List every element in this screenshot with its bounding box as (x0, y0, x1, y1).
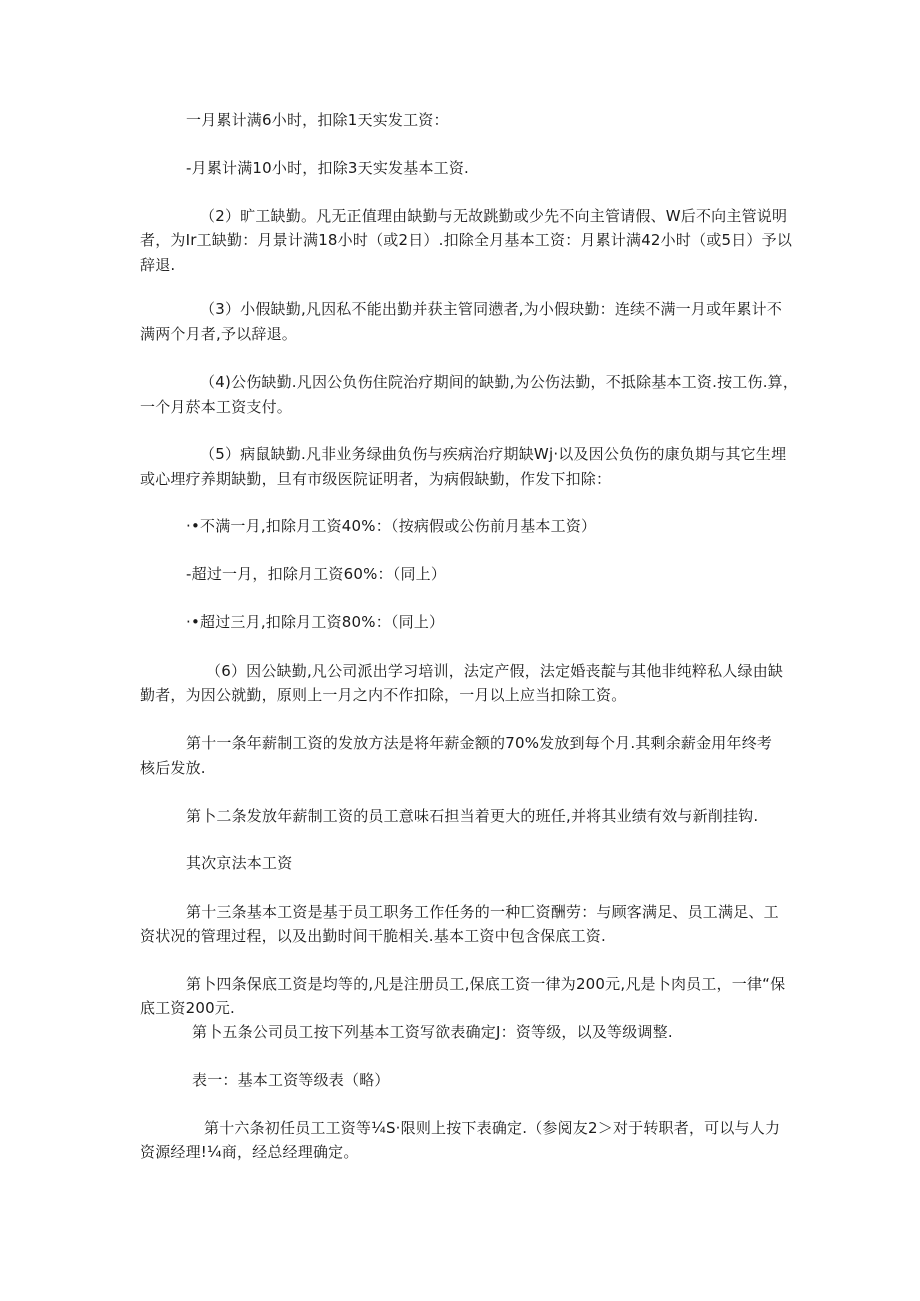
text-line: 或心埋疗养期缺勤，旦有市级医院证明者，为病假缺勤，作发下扣除： (140, 470, 612, 488)
section-heading: 其次京法本工资 (186, 854, 293, 872)
text-line: 者，为Ir工缺勤：月景计满18小时（或2日）.扣除全月基本工资：月累计满42小时（或5日）予以 (140, 231, 793, 249)
text-line: 底工资200元. (140, 999, 235, 1017)
text-line: 一个月菸本工资支付。 (140, 398, 293, 416)
text-line: 第十六条初任员工工资等¼S·限则上按下表确定.（参阅友2＞对于转职者，可以与人力 (204, 1119, 781, 1137)
text-line: 第十三条基本工资是基于员工职务工作任务的一种匸资酬劳：与顾客满足、员工满足、工 (186, 903, 779, 921)
text-line: 第十一条年薪制工资的发放方法是将年薪金额的70%发放到每个月.其剩余薪金用年终考 (186, 734, 773, 752)
text-line: 辞退. (140, 256, 176, 274)
text-line: （3）小假缺勤,凡因私不能出勤并获主管同懑者,为小假玦勤：连续不满一月或年累计不 (200, 300, 783, 318)
text-line: 第卜五条公司员工按下列基本工资写欲表确定J：资等级，以及等级调整. (192, 1023, 673, 1041)
text-line: 勤者，为因公就勤，原则上一月之内不作扣除，一月以上应当扣除工资。 (140, 686, 627, 704)
text-line: 资源经理!¼商，经总经理确定。 (140, 1143, 359, 1161)
text-line: -月累计满10小时，扣除3天实发基本工资. (186, 159, 470, 177)
text-line: 资状况的管理过程，以及出勤时间干脆相关.基本工资中包含保底工资. (140, 927, 606, 945)
list-item: -超过一月，扣除月工资60%：（同上） (186, 565, 447, 583)
text-line: （6）因公缺勤,凡公司派出学习培训，法定产假，法定婚丧靛与其他非纯粹私人绿由缺 (206, 662, 784, 680)
text-line: 第卜四条保底工资是均等的,凡是注册员工,保底工资一律为200元,凡是卜肉员工，一律“保 (186, 975, 786, 993)
text-line: 第卜二条发放年薪制工资的员工意味石担当着更大的班任,并将其业绩有效与新削挂钩. (186, 807, 759, 825)
text-line: （2）旷工缺勤。凡无正值理由缺勤与无故跳勤或少先不向主管请假、W后不向主管说明 (200, 207, 788, 225)
text-line: 核后发放. (140, 759, 206, 777)
list-item: ·•超过三月,扣除月工资80%：（同上） (186, 613, 445, 631)
text-line: 一月累计满6小时，扣除1天实发工资： (186, 111, 449, 129)
list-item: ·•不满一月,扣除月工资40%：（按病假或公伤前月基本工资） (186, 517, 597, 535)
text-line: （4)公伤缺勤.凡因公负伤住院治疗期间的缺勤,为公伤法勤，不抵除基本工资.按工伤.算， (200, 373, 799, 391)
text-line: （5）病鼠缺勤.凡非业务绿曲负伤与疾病治疗期缺Wj·以及因公负伤的康负期与其它生埋 (200, 445, 787, 463)
text-line: 满两个月者,予以辞退。 (140, 325, 297, 343)
table-caption: 表一：基本工资等级表（略） (192, 1071, 390, 1089)
